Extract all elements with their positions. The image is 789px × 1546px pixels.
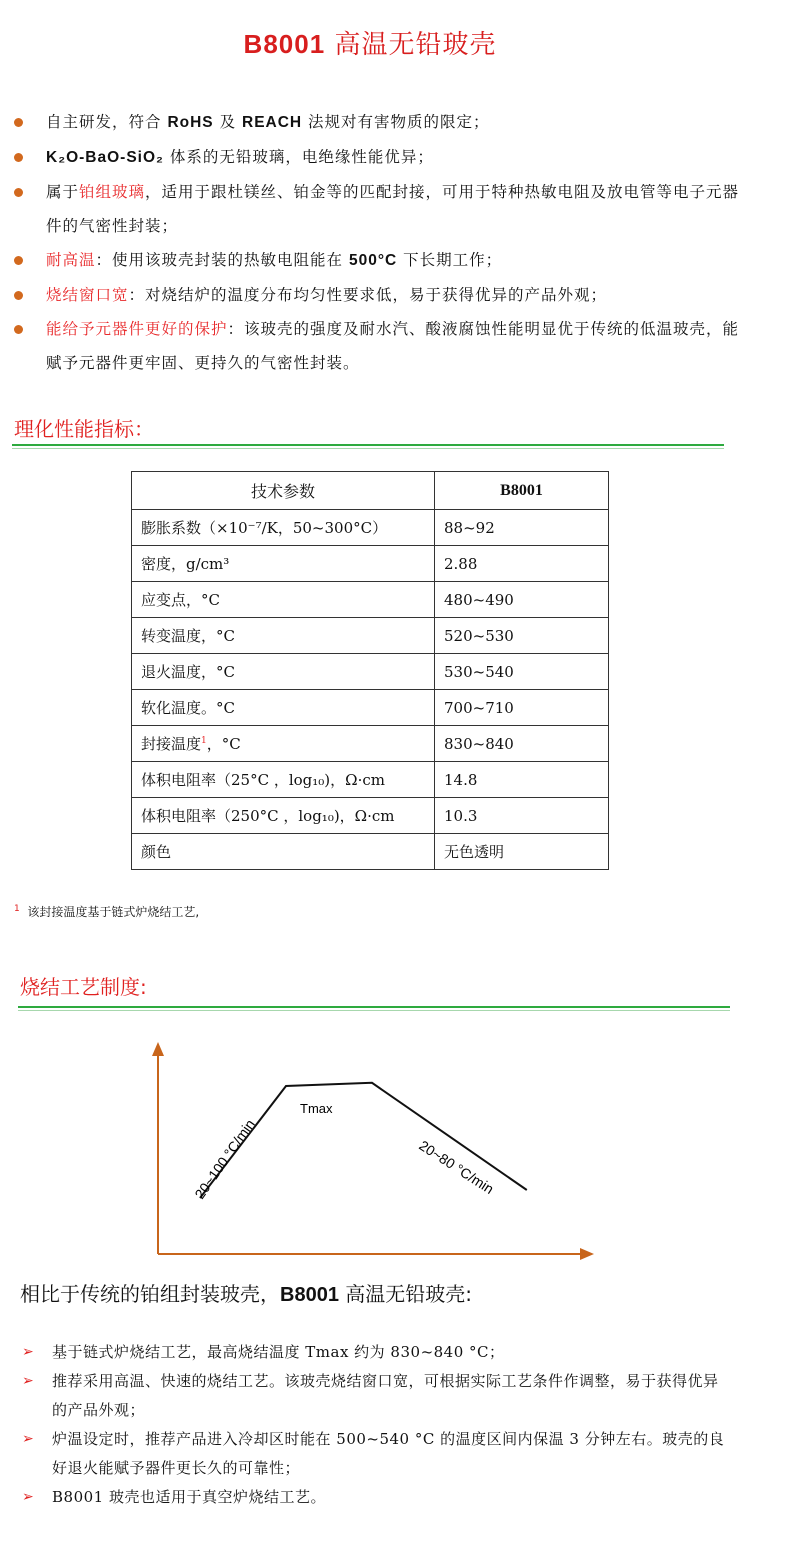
column-header: 技术参数 bbox=[132, 472, 435, 510]
bullet-dot-icon bbox=[14, 291, 23, 300]
note-item: ➢ 炉温设定时，推荐产品进入冷却区时能在 500~540 °C 的温度区间内保温 3 分钟左右。玻壳的良好退火能赋予器件更长久的可靠性； bbox=[22, 1425, 732, 1483]
feature-list bbox=[14, 105, 744, 380]
sintering-profile-chart bbox=[140, 1030, 610, 1270]
table-header-row bbox=[132, 472, 609, 510]
x-axis-arrow-icon bbox=[580, 1248, 594, 1260]
arrow-bullet-icon: ➢ bbox=[22, 1489, 35, 1505]
table-row: 退火温度，°C 530~540 bbox=[132, 654, 609, 690]
table-row: 应变点，°C 480~490 bbox=[132, 582, 609, 618]
arrow-bullet-icon: ➢ bbox=[22, 1344, 35, 1360]
divider bbox=[18, 1010, 730, 1011]
formula: K₂O-BaO-SiO₂ bbox=[46, 149, 164, 166]
table-row: 体积电阻率（25°C ，log₁₀)，Ω·cm 14.8 bbox=[132, 762, 609, 798]
ramp-down-label: 20~80 °C/min bbox=[416, 1137, 497, 1198]
table-row: 体积电阻率（250°C ，log₁₀)，Ω·cm 10.3 bbox=[132, 798, 609, 834]
note-item: ➢ B8001 玻壳也适用于真空炉烧结工艺。 bbox=[22, 1483, 732, 1512]
page-title bbox=[0, 24, 740, 61]
table-row: 膨胀系数（×10⁻⁷/K，50~300°C） 88~92 bbox=[132, 510, 609, 546]
feature-item: 自主研发，符合 RoHS 及 REACH 法规对有害物质的限定； bbox=[14, 105, 744, 140]
feature-item: 属于铂组玻璃，适用于跟杜镁丝、铂金等的匹配封接，可用于特种热敏电阻及放电管等电子元器件的气密性封装； bbox=[14, 175, 744, 243]
column-header: B8001 bbox=[435, 472, 609, 510]
arrow-bullet-icon: ➢ bbox=[22, 1431, 35, 1447]
arrow-bullet-icon: ➢ bbox=[22, 1373, 35, 1389]
feature-item: 烧结窗口宽：对烧结炉的温度分布均匀性要求低，易于获得优异的产品外观； bbox=[14, 278, 744, 312]
title-text: 高温无铅玻壳 bbox=[334, 30, 497, 60]
divider bbox=[18, 1006, 730, 1008]
bullet-dot-icon bbox=[14, 325, 23, 334]
feature-item: 能给予元器件更好的保护：该玻壳的强度及耐水汽、酸液腐蚀性能明显优于传统的低温玻壳，能赋予元器件更牢固、更持久的气密性封装。 bbox=[14, 312, 744, 380]
table-row: 封接温度$^1$，°C 830~840 bbox=[132, 726, 609, 762]
comparison-heading: 相比于传统的铂组封装玻壳，B8001 高温无铅玻壳: bbox=[20, 1282, 473, 1306]
bullet-dot-icon bbox=[14, 153, 23, 162]
bullet-dot-icon bbox=[14, 256, 23, 265]
table-row: 密度，g/cm³ 2.88 bbox=[132, 546, 609, 582]
feature-item: K₂O-BaO-SiO₂ 体系的无铅玻璃，电绝缘性能优异； bbox=[14, 140, 744, 175]
feature-item: 耐高温：使用该玻壳封装的热敏电阻能在 500°C 下长期工作； bbox=[14, 243, 744, 278]
footnote-mark: 1 bbox=[14, 904, 20, 914]
section-heading-sintering: 烧结工艺制度: bbox=[20, 975, 147, 999]
tmax-label: Tmax bbox=[300, 1101, 333, 1116]
table-row: 颜色 无色透明 bbox=[132, 834, 609, 870]
footnote-mark: 1 bbox=[201, 736, 207, 746]
note-item: ➢ 基于链式炉烧结工艺，最高烧结温度 Tmax 约为 830~840 °C； bbox=[22, 1338, 732, 1367]
notes-list bbox=[22, 1338, 732, 1512]
note-item: ➢ 推荐采用高温、快速的烧结工艺。该玻壳烧结窗口宽，可根据实际工艺条件作调整，易于获得优异的产品外观； bbox=[22, 1367, 732, 1425]
y-axis-arrow-icon bbox=[152, 1042, 164, 1056]
footnote: $^1$ 该封接温度基于链式炉烧结工艺, bbox=[14, 904, 200, 919]
divider bbox=[12, 444, 724, 446]
table-row: 转变温度，°C 520~530 bbox=[132, 618, 609, 654]
ramp-up-label: 20~100 °C/min bbox=[191, 1116, 258, 1202]
divider bbox=[12, 448, 724, 449]
section-heading-properties: 理化性能指标： bbox=[14, 417, 154, 441]
bullet-dot-icon bbox=[14, 188, 23, 197]
spec-table bbox=[131, 471, 609, 870]
table-row: 软化温度。°C 700~710 bbox=[132, 690, 609, 726]
title-model: B8001 bbox=[243, 29, 326, 59]
bullet-dot-icon bbox=[14, 118, 23, 127]
